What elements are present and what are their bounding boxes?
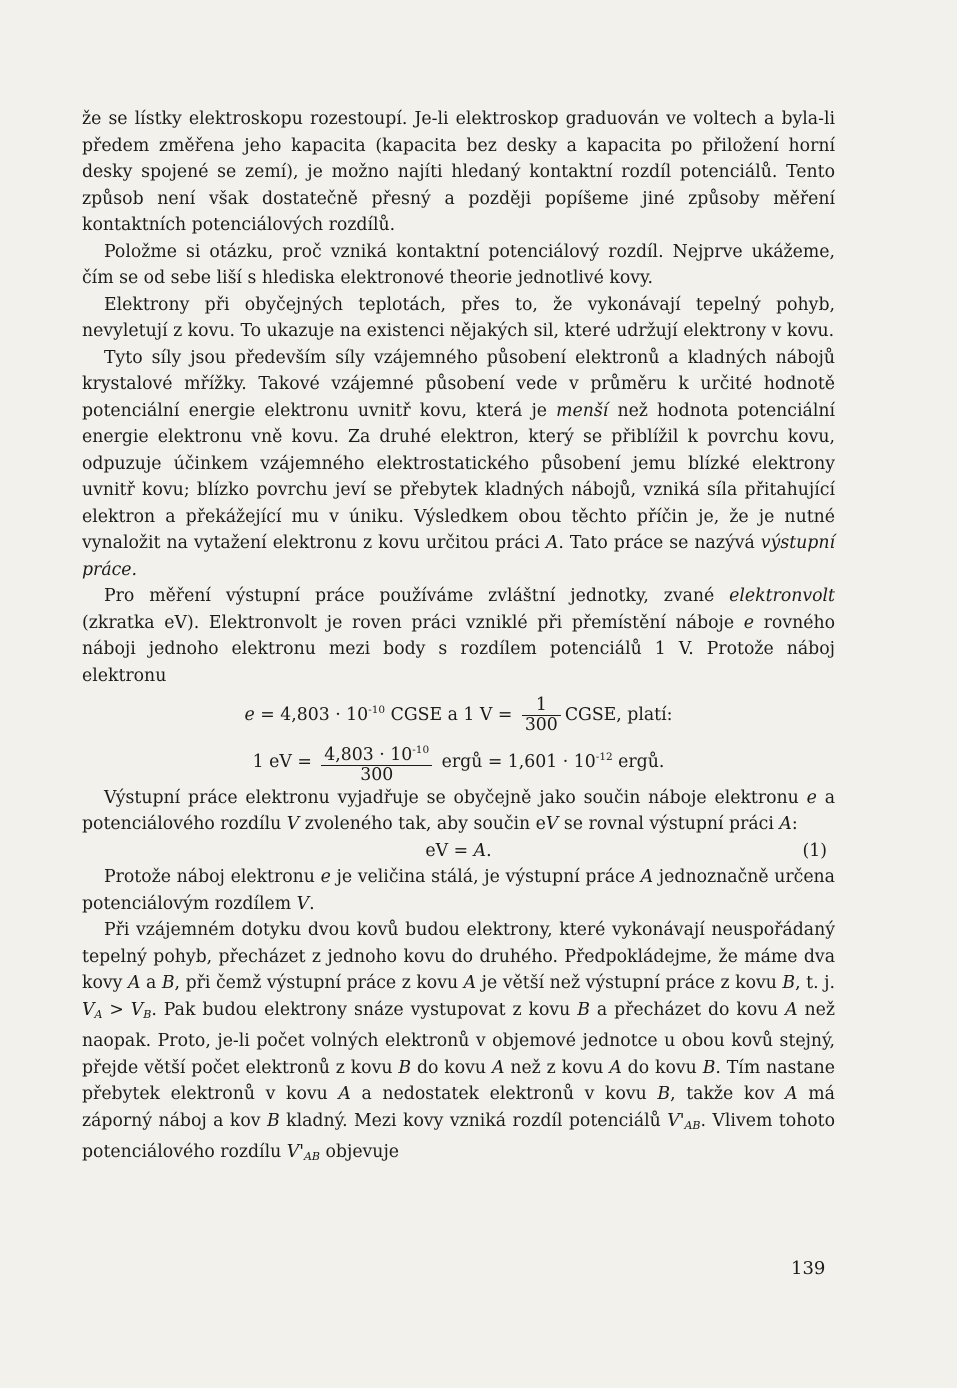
fraction-denominator: 300: [522, 715, 561, 735]
formula-var: A: [473, 840, 487, 861]
equation-number: (1): [802, 840, 827, 861]
text-run: >: [102, 999, 131, 1020]
text-run: jednoznačně určena potenciálovým rozdílem: [82, 867, 835, 914]
text-run: Při vzájemném dotyku dvou kovů budou elektrony, které vykonávají neuspořádaný tepelný pohyb, přecházet z jednoho kovu do druhého. Předpokládejme, že máme dva kovy: [82, 920, 835, 993]
italic-text: A: [127, 973, 141, 993]
paragraph: [82, 583, 835, 689]
text-run: Pro měření výstupní práce používáme zvláštní jednotky, zvané: [104, 586, 730, 606]
formula-electron-charge: [82, 689, 835, 736]
text-run: než naopak. Proto, je-li počet volných elektronů v objemové jednotce u obou kovů stejný, přejde větší počet elektronů z kovu: [82, 999, 835, 1078]
formula-left: = 4,803 · 10: [254, 705, 369, 725]
italic-text: B: [577, 999, 590, 1020]
formula-var-e: e: [244, 705, 255, 725]
italic-text: A: [463, 973, 477, 993]
italic-text: B: [161, 973, 175, 993]
subscript: B: [143, 1007, 152, 1021]
text-run: do kovu: [411, 1057, 492, 1078]
formula-mid: CGSE a 1 V =: [385, 705, 518, 725]
italic-text: e: [806, 787, 817, 808]
italic-text: menší: [556, 400, 609, 421]
fraction-numerator: 1: [535, 695, 547, 715]
formula-right: ergů.: [612, 752, 665, 772]
text-run: . Pak budou elektrony snáze vystupovat z kovu: [151, 999, 578, 1020]
text-run: se rovnal výstupní práci: [558, 814, 780, 834]
formula-electronvolt: [82, 736, 835, 785]
text-run: Položme si otázku, proč vzniká kontaktní potenciálový rozdíl. Nejprve ukážeme, čím se od sebe liší s hlediska elektronové theorie jednotlivé kovy.: [82, 241, 835, 288]
text-run: , při čemž výstupní práce z kovu: [174, 973, 464, 993]
text-run: rovného náboji jednoho elektronu mezi body s rozdílem potenciálů 1 V. Protože náboj elektronu: [82, 612, 835, 686]
italic-text: A: [545, 533, 559, 553]
text-run: že se lístky elektroskopu rozestoupí. Je-li elektroskop graduován ve voltech a byla-li předem změřena jeho kapacita (kapacita bez desky a kapacita po přiložení horní desky spojené se zemí), je možno najíti hledaný kontaktní rozdíl potenciálů. Tento způsob není však dostatečně přesný a později popíšeme jiné způsoby měření kontaktních potenciálových rozdílů.: [82, 109, 835, 235]
italic-text: B: [398, 1057, 412, 1078]
italic-text: B: [782, 973, 796, 993]
formula-mid: ergů = 1,601 · 10: [436, 752, 596, 772]
paragraph: [82, 239, 835, 292]
numerator-exponent: -10: [412, 743, 430, 756]
text-run: a nedostatek elektronů v kovu: [350, 1084, 658, 1104]
formula-work-function: [82, 838, 835, 865]
fraction-numerator: [321, 741, 432, 765]
subscript: AB: [303, 1150, 320, 1163]
text-run: a: [140, 973, 162, 993]
italic-text: A: [785, 1084, 798, 1104]
numerator-value: 4,803 · 10: [324, 744, 413, 765]
italic-text: e: [743, 612, 755, 633]
page-text: [82, 106, 835, 1171]
italic-text: A: [785, 999, 798, 1020]
text-run: má záporný náboj a kov: [82, 1084, 835, 1131]
text-run: , t. j.: [795, 973, 835, 993]
paragraph: [82, 864, 835, 917]
text-run: . Tím nastane přebytek elektronů v kovu: [82, 1057, 835, 1104]
italic-text: A: [779, 814, 792, 834]
text-run: .: [309, 893, 315, 914]
italic-text: V': [667, 1110, 685, 1131]
text-run: zvoleného tak, aby součin e: [299, 814, 546, 834]
paragraph-group-2: [82, 785, 835, 838]
italic-text: V: [296, 893, 310, 914]
italic-text: B: [657, 1084, 671, 1104]
formula-right: CGSE, platí:: [564, 705, 673, 725]
italic-text: V: [286, 814, 300, 834]
text-run: a potenciálového rozdílu: [82, 787, 835, 834]
formula-end: .: [486, 840, 492, 861]
italic-text: A: [640, 867, 654, 887]
italic-text: V': [286, 1142, 304, 1162]
fraction: [321, 741, 432, 785]
italic-text: B: [702, 1057, 716, 1078]
italic-text: e: [320, 867, 331, 887]
text-run: Elektrony při obyčejných teplotách, přes to, že vykonávají tepelný pohyb, nevyletují z kovu. To ukazuje na existenci nějakých sil, které udržují elektrony v kovu.: [82, 294, 835, 341]
italic-text: B: [266, 1110, 280, 1131]
italic-text: elektronvolt: [729, 586, 835, 606]
subscript: AB: [684, 1118, 701, 1132]
text-run: . Tato práce se nazývá: [558, 533, 761, 553]
text-run: do kovu: [621, 1057, 703, 1078]
text-run: :: [791, 814, 798, 834]
paragraph: [82, 345, 835, 584]
italic-text: V: [545, 814, 559, 834]
italic-text: V: [82, 999, 95, 1020]
text-run: , takže kov: [670, 1084, 786, 1104]
page-number: 139: [791, 1258, 826, 1279]
italic-text: A: [609, 1057, 622, 1078]
text-run: Protože náboj elektronu: [104, 867, 321, 887]
text-run: Tyto síly jsou především síly vzájemného působení elektronů a kladných nábojů krystalové mřížky. Takové vzájemné působení vede v průměru k určité hodnotě potenciální energie elektronu uvnitř kovu, která je: [82, 347, 835, 421]
italic-text: V: [130, 999, 144, 1020]
paragraph-group-3: [82, 864, 835, 1171]
formula-left: 1 eV =: [252, 752, 318, 772]
text-run: než z kovu: [504, 1057, 610, 1078]
text-run: je větší než výstupní práce z kovu: [476, 973, 783, 993]
italic-text: A: [491, 1057, 505, 1078]
text-run: . Vlivem tohoto potenciálového rozdílu: [82, 1110, 836, 1162]
fraction-denominator: 300: [321, 765, 432, 785]
paragraph: [82, 785, 835, 838]
text-run: a přecházet do kovu: [589, 999, 786, 1020]
text-run: než hodnota potenciální energie elektronu vně kovu. Za druhé elektron, který se přiblížil k povrchu kovu, odpuzuje účinkem vzájemného elektrostatického působení jemu blízké elektrony uvnitř kovu; blízko povrchu jeví se přebytek kladných nábojů, vzniká síla přitahující elektron a překážející mu v úniku. Výsledkem obou těchto příčin je, že je nutné vynaložit na vytažení elektronu z kovu určitou práci: [82, 400, 835, 553]
paragraph: [82, 292, 835, 345]
fraction: [522, 696, 561, 735]
formula-exponent: -12: [595, 751, 613, 763]
subscript: A: [94, 1007, 103, 1021]
paragraph: [82, 106, 835, 239]
paragraph-group-1: [82, 106, 835, 689]
formula-exponent: -10: [368, 704, 386, 716]
formula-left: eV =: [425, 840, 474, 861]
text-run: objevuje: [320, 1142, 400, 1162]
text-run: je veličina stálá, je výstupní práce: [330, 867, 641, 887]
paragraph: [82, 917, 835, 1171]
italic-text: výstupní práce.: [82, 533, 835, 580]
text-run: kladný. Mezi kovy vzniká rozdíl potenciálů: [279, 1110, 668, 1131]
text-run: Výstupní práce elektronu vyjadřuje se obyčejně jako součin náboje elektronu: [104, 787, 807, 808]
italic-text: A: [338, 1084, 351, 1104]
text-run: (zkratka eV). Elektronvolt je roven práci vzniklé při přemístění náboje: [82, 612, 744, 633]
